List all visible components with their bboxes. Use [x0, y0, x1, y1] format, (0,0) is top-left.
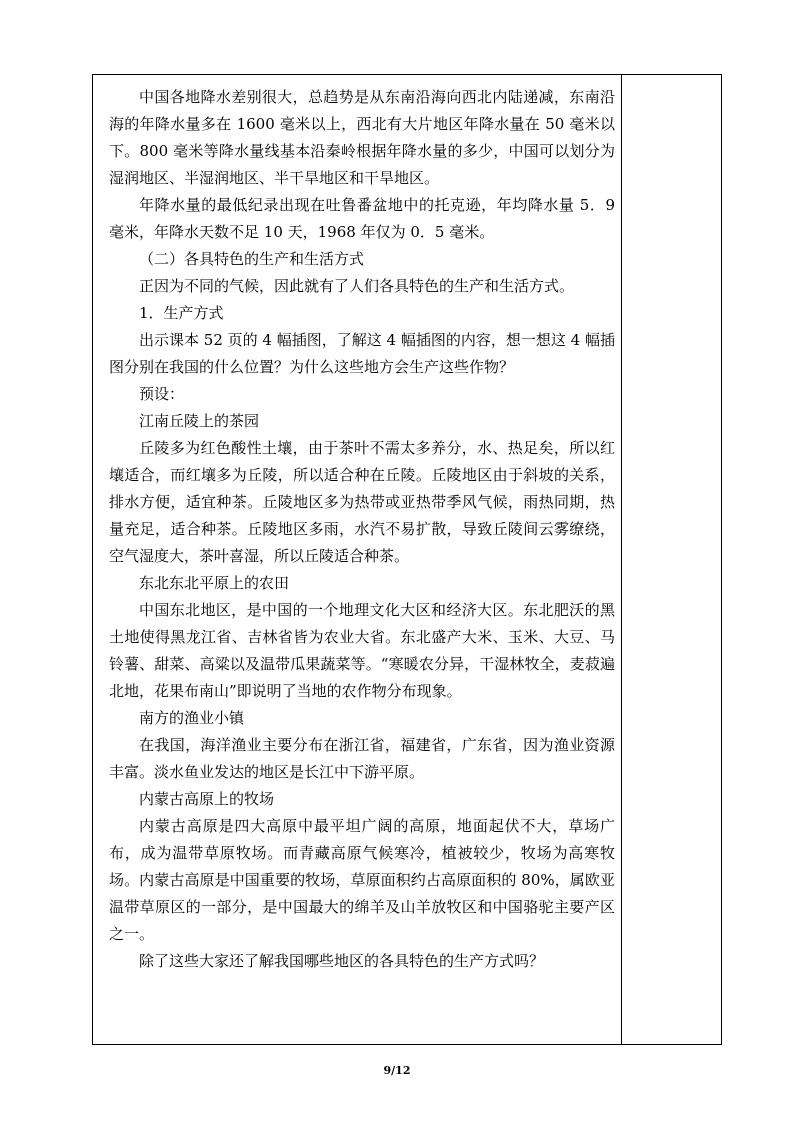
heading-fishing-town: 南方的渔业小镇 [139, 709, 245, 727]
paragraph-fishing-town: 在我国，海洋渔业主要分布在浙江省，福建省，广东省，因为渔业资源丰富。淡水鱼业发达的地区是长江中下游平原。 [109, 736, 615, 781]
heading-farmland: 东北东北平原上的农田 [139, 574, 290, 592]
heading-pasture: 内蒙古高原上的牧场 [139, 790, 275, 808]
section-heading: （二）各具特色的生产和生活方式 [139, 250, 365, 268]
paragraph-lowest-record: 年降水量的最低纪录出现在吐鲁番盆地中的托克逊，年均降水量 5．9 毫米，年降水天数不足 10 天，1968 年仅为 0．5 毫米。 [109, 196, 615, 241]
paragraph-farmland: 中国东北地区，是中国的一个地理文化大区和经济大区。东北肥沃的黑土地使得黑龙江省、吉林省皆为农业大省。东北盛产大米、玉米、大豆、马铃薯、甜菜、高粱以及温带瓜果蔬菜等。“寒暖农分异，干湿林牧全，麦菽遍北地，花果布南山”即说明了当地的农作物分布现象。 [109, 601, 615, 700]
paragraph-intro: 正因为不同的气候，因此就有了人们各具特色的生产和生活方式。 [139, 277, 575, 295]
main-text-cell [109, 84, 615, 975]
lesson-table [92, 74, 722, 1045]
paragraph-precipitation: 中国各地降水差别很大，总趋势是从东南沿海向西北内陆递减，东南沿海的年降水量多在 1600 毫米以上，西北有大片地区年降水量在 50 毫米以下。800 毫米等降水量线基本沿秦岭根据年降水量的多少，中国可以划分为湿润地区、半湿润地区、半干旱地区和干旱地区。 [109, 88, 615, 187]
paragraph-question: 除了这些大家还了解我国哪些地区的各具特色的生产方式吗？ [139, 952, 545, 970]
subsection-heading: 1．生产方式 [139, 304, 224, 322]
paragraph-pasture: 内蒙古高原是四大高原中最平坦广阔的高原，地面起伏不大，草场广布，成为温带草原牧场。而青藏高原气候寒冷，植被较少，牧场为高寒牧场。内蒙古高原是中国重要的牧场，草原面积约占高原面积的 80%，属欧亚温带草原区的一部分，是中国最大的绵羊及山羊放牧区和中国骆驼主要产区之一。 [109, 817, 615, 943]
paragraph-preset: 预设： [139, 385, 185, 403]
column-divider [621, 75, 622, 1044]
paragraph-tea-garden: 丘陵多为红色酸性土壤，由于茶叶不需太多养分，水、热足矣，所以红壤适合，而红壤多为丘陵，所以适合种在丘陵。丘陵地区由于斜坡的关系，排水方便，适宜种茶。丘陵地区多为热带或亚热带季风气候，雨热同期，热量充足，适合种茶。丘陵地区多雨，水汽不易扩散，导致丘陵间云雾缭绕，空气湿度大，茶叶喜湿，所以丘陵适合种茶。 [109, 439, 615, 565]
paragraph-illustrations: 出示课本 52 页的 4 幅插图，了解这 4 幅插图的内容，想一想这 4 幅插图分别在我国的什么位置？为什么这些地方会生产这些作物？ [109, 331, 615, 376]
page-number: 9/12 [383, 1064, 411, 1077]
heading-tea-garden: 江南丘陵上的茶园 [139, 412, 260, 430]
